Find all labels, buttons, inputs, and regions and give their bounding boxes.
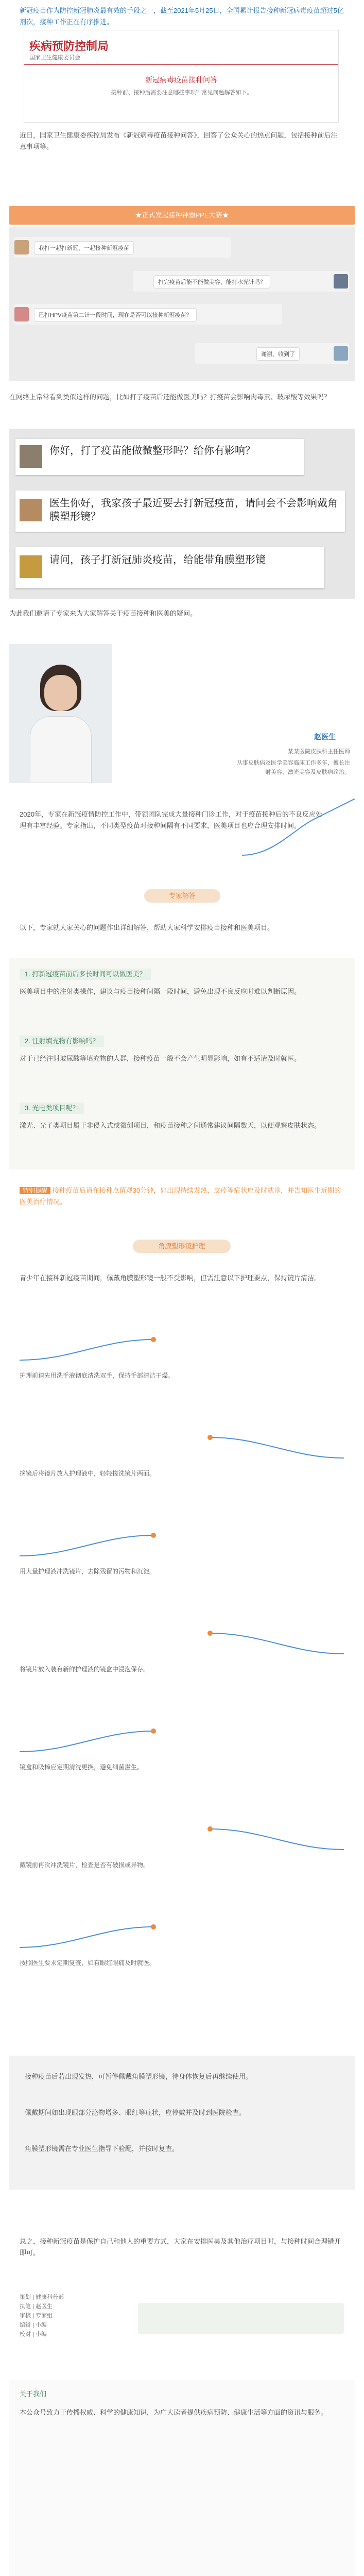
step-dot: [207, 1435, 213, 1440]
step-text: 护理前请先用洗手液彻底清洗双手，保持手部清洁干燥。: [20, 1372, 175, 1379]
paragraph: 为此我们邀请了专家来为大家解答关于疫苗接种和医美的疑问。: [9, 609, 197, 617]
closing-paragraph: 总之，接种新冠疫苗是保护自己和他人的重要方式，大家在安排医美及其他治疗项目时，与接种时间合理错开即可。: [20, 2238, 341, 2257]
qa-answer: 医美项目中的注射类操作，建议与疫苗接种间隔一段时间，避免出现不良反应时难以判断原因。: [20, 988, 301, 995]
step-dot: [207, 1826, 213, 1832]
step-curve: [20, 1927, 153, 1947]
doctor-photo: [9, 644, 112, 783]
doctor-name: 赵医生: [314, 733, 336, 741]
screenshot-card: [24, 30, 339, 123]
quote-text: 你好，打了疫苗能做微整形吗？给你有影响？: [49, 445, 255, 456]
avatar: [14, 307, 29, 321]
note-paragraph: [20, 1185, 344, 1208]
steps-graphic: [9, 1319, 355, 2025]
step-text: 镜盒和吸棒应定期清洗更换，避免细菌滋生。: [20, 1764, 144, 1771]
step-text: 按照医生要求定期复查，如有眼红眼痛及时就医。: [20, 1959, 156, 1967]
coat-shape: [30, 716, 92, 783]
decor-curve: [242, 799, 355, 866]
chat-message: [133, 271, 349, 292]
credit-row: 审核 | 专家组: [20, 2313, 53, 2319]
avatar: [334, 346, 348, 361]
step-text: 用大量护理液冲洗镜片，去除残留的污物和沉淀。: [20, 1568, 156, 1575]
section-heading: 专家解答: [144, 889, 220, 903]
avatar: [20, 499, 42, 521]
card-headline: 新冠病毒疫苗接种问答: [145, 76, 217, 84]
doctor-desc: 从事皮肤病及医学美容临床工作多年，擅长注射美容、激光美容及皮肤病诊治。: [237, 760, 350, 775]
paragraph: 在网络上常常看到类似这样的问题，比如打了疫苗后还能做医美吗？打疫苗会影响肉毒素、玻尿酸等效果吗？: [9, 393, 331, 401]
step-dot: [151, 1924, 156, 1929]
avatar: [20, 445, 42, 468]
chat-bubble: 我打一起打新冠，一起接种新冠疫苗: [34, 241, 134, 255]
credits-list: [20, 2293, 123, 2339]
step-text: 将镜片放入装有新鲜护理液的镜盒中浸泡保存。: [20, 1666, 150, 1673]
qa-question: 3. 光电类项目呢？: [20, 1103, 84, 1114]
avatar: [20, 555, 42, 578]
qa-answer: 激光、光子类项目属于非侵入式或微创项目，和疫苗接种之间通常建议间隔数天，以便观察皮肤状态。: [20, 1122, 321, 1129]
card-body: 接种前、接种后需要注意哪些事项？常见问题解答如下。: [111, 90, 253, 96]
intro-paragraph: 近日，国家卫生健康委疾控局发布《新冠病毒疫苗接种问答》，回答了公众关心的热点问题，包括接种前后注意事项等。: [20, 131, 338, 150]
chat-bubble: 已打HPV疫苗第二针一段时间，现在是否可以接种新冠疫苗？: [34, 308, 197, 321]
quote-card: [15, 439, 304, 475]
card-subtitle: 国家卫生健康委员会: [29, 55, 80, 61]
step-curve: [20, 1731, 153, 1752]
paragraph: 青少年在接种新冠疫苗期间，佩戴角膜塑形镜一般不受影响，但需注意以下护理要点，保持镜片清洁。: [20, 1274, 321, 1282]
chat-message: [195, 343, 349, 364]
qa-panel: [9, 958, 355, 1170]
decor-scene: [138, 2303, 344, 2334]
chat-panel: [9, 227, 355, 381]
step-curve: [20, 1340, 153, 1360]
section-heading: 角膜塑形镜护理: [133, 1240, 231, 1253]
info-item: 佩戴期间如出现眼部分泌物增多、眼红等症状，应停戴并及时到医院检查。: [25, 2109, 246, 2116]
about-text: 本公众号致力于传播权威、科学的健康知识，为广大读者提供疾病预防、健康生活等方面的资讯与服务。: [20, 2409, 328, 2416]
step-text: 戴镜前再次冲洗镜片，检查是否有破损或异物。: [20, 1861, 150, 1869]
step-curve: [210, 1437, 344, 1458]
step-dot: [151, 1337, 156, 1342]
face-shape: [44, 675, 77, 711]
intro-lead: 新冠疫苗作为防控新冠肺炎最有效的手段之一，截至2021年5月25日，全国累计报告接种新冠病毒疫苗超过5亿剂次，接种工作正在有序推进。: [20, 7, 344, 26]
step-dot: [151, 1533, 156, 1538]
chat-message: [14, 304, 282, 325]
info-box: [9, 2056, 355, 2190]
credit-row: 策划 | 健康科普部: [20, 2294, 64, 2300]
event-banner: ★正式发起接种神器PPE大赛★: [9, 206, 355, 225]
card-divider: [24, 64, 338, 65]
avatar: [334, 274, 348, 289]
chat-message: [14, 237, 231, 258]
quote-text: 医生你好，我家孩子最近要去打新冠疫苗，请问会不会影响戴角膜塑形镜？: [49, 498, 338, 522]
note-text: 接种疫苗后请在接种点留观30分钟，如出现持续发热、皮疹等症状应及时就诊，并告知医生近期的医美治疗情况。: [20, 1187, 341, 1206]
doctor-title: 某某医院皮肤科主任医师: [288, 749, 350, 755]
credit-row: 执笔 | 赵医生: [20, 2303, 53, 2310]
step-text: 摘镜后将镜片放入护理液中，轻轻搓洗镜片两面。: [20, 1470, 156, 1477]
step-curve: [210, 1829, 344, 1850]
info-item: 角膜塑形镜需在专业医生指导下验配，并按时复查。: [25, 2145, 179, 2153]
credit-row: 编辑 | 小编: [20, 2322, 47, 2328]
chat-bubble: 谢谢，收到了: [256, 347, 300, 361]
note-label: 特别提醒: [20, 1187, 50, 1194]
quote-card: [15, 547, 324, 588]
chat-bubble: 打完疫苗后能不能做美容，能打水光针吗？: [153, 275, 270, 289]
qa-question: 2. 注射填充物有影响吗？: [20, 1036, 104, 1047]
qa-answer: 对于已经注射玻尿酸等填充物的人群，接种疫苗一般不会产生明显影响，如有不适请及时就医。: [20, 1055, 301, 1062]
avatar: [14, 240, 29, 255]
credits: [9, 2287, 355, 2365]
card-title: 疾病预防控制局: [29, 40, 109, 53]
credit-row: 校对 | 小编: [20, 2331, 47, 2337]
quote-text: 请问，孩子打新冠肺炎疫苗，给能带角膜塑形镜: [49, 554, 266, 566]
quote-card: [15, 490, 345, 532]
about-section: [9, 2380, 355, 2576]
qa-question: 1. 打新冠疫苗前后多长时间可以做医美？: [20, 969, 151, 980]
doctor-paragraph: 2020年，专家在新冠疫情防控工作中，带领团队完成大量接种门诊工作，对于疫苗接种后的不良反应处理有丰富经验。专家指出，不同类型疫苗对接种间隔有不同要求，医美项目也应合理安排时间。: [20, 810, 322, 829]
step-curve: [210, 1633, 344, 1654]
info-item: 接种疫苗后若出现发热，可暂停佩戴角膜塑形镜，待身体恢复后再继续使用。: [25, 2073, 253, 2080]
quotes-panel: [9, 429, 355, 599]
step-curve: [20, 1535, 153, 1556]
step-dot: [151, 1728, 156, 1734]
paragraph: 以下，专家就大家关心的问题作出详细解答，帮助大家科学安排疫苗接种和医美项目。: [20, 924, 274, 931]
about-heading: 关于我们: [20, 2390, 47, 2398]
step-dot: [207, 1631, 213, 1636]
